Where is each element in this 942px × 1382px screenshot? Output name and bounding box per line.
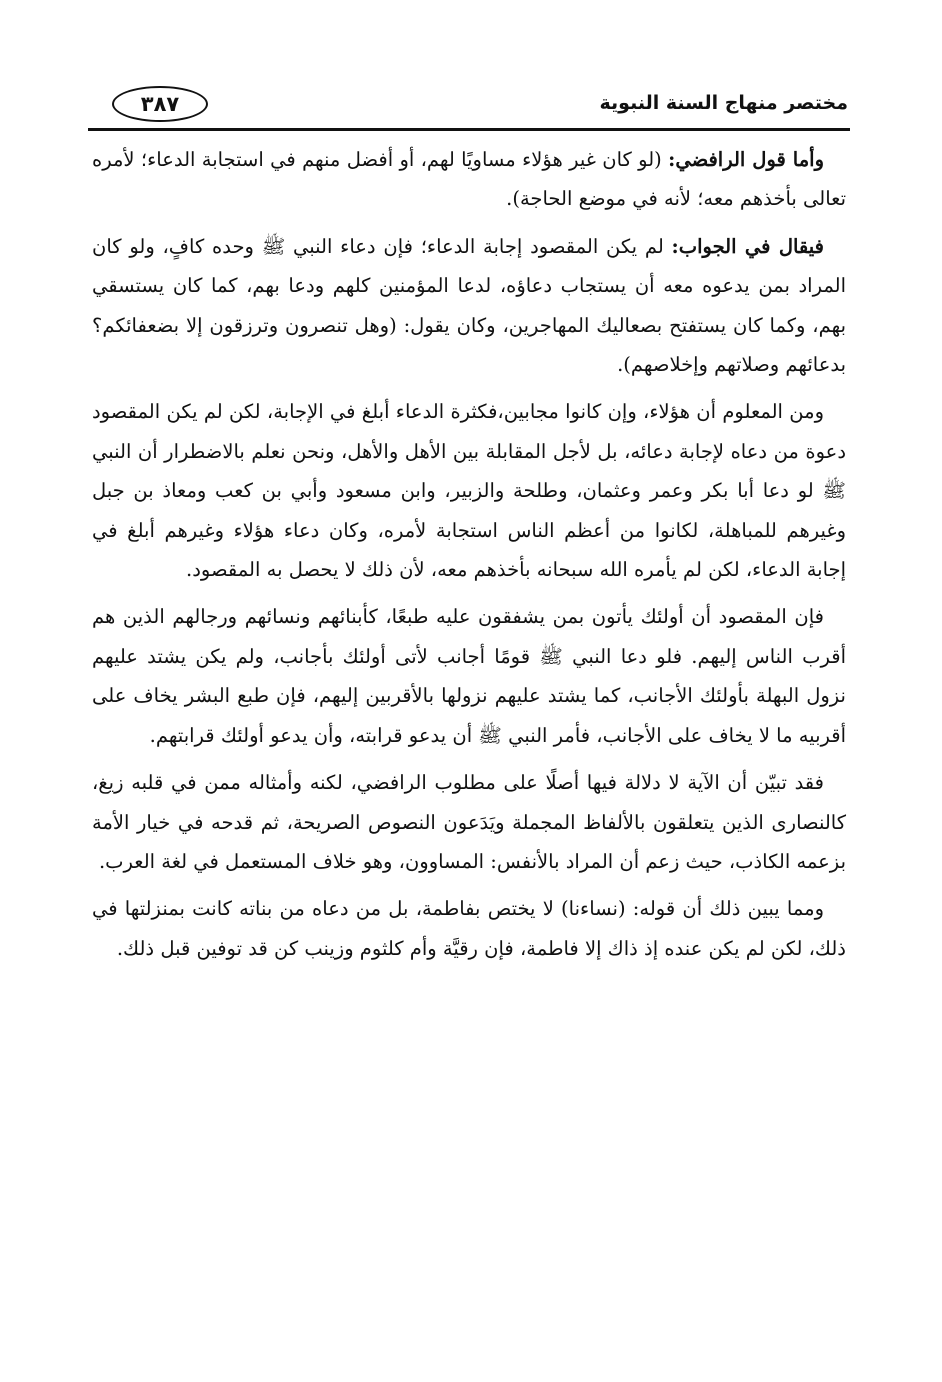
paragraph-text: (لو كان غير هؤلاء مساويًا لهم، أو أفضل منهم في استجابة الدعاء؛ لأمره تعالى بأخذهم معه؛ لأنه في موضع الحاجة).: [92, 148, 846, 211]
paragraph-lead: وأما قول الرافضي:: [668, 148, 824, 171]
book-title: مختصر منهاج السنة النبوية: [599, 92, 848, 114]
paragraph-2: [92, 227, 846, 385]
paragraph-6: [92, 889, 846, 968]
paragraph-4: [92, 597, 846, 755]
paragraph-lead: فيقال في الجواب:: [671, 234, 824, 258]
paragraph-text: فإن المقصود أن أولئك يأتون بمن يشفقون عليه طبعًا، كأبنائهم ونسائهم ورجالهم الذين هم أقرب الناس إليهم. فلو دعا النبي ﷺ قومًا أجانب لأتى أولئك بأجانب، ولم يكن يشتد عليهم نزول البهلة بأولئك الأجانب، كما يشتد عليهم نزولها بالأقربين إليهم، فإن طبع البشر يخاف على أقربيه ما لا يخاف على الأجانب، فأمر النبي ﷺ أن يدعو قرابته، وأن يدعو أولئك قرابتهم.: [92, 605, 846, 747]
paragraph-text: لم يكن المقصود إجابة الدعاء؛ فإن دعاء النبي ﷺ وحده كافٍ، ولو كان المراد بمن يدعوه معه أن يستجاب دعاؤه، لدعا المؤمنين كلهم ودعا بهم، كما كان يستسقي بهم، وكما كان يستفتح بصعاليك المهاجرين، وكان يقول: (وهل تنصرون وترزقون إلا بضعفائكم؟ بدعائهم وصلاتهم وإخلاصهم).: [92, 234, 846, 377]
paragraph-5: [92, 763, 846, 881]
paragraph-text: فقد تبيّن أن الآية لا دلالة فيها أصلًا على مطلوب الرافضي، لكنه وأمثاله ممن في قلبه زيغ، كالنصارى الذين يتعلقون بالألفاظ المجملة ويَدَعون النصوص الصريحة، ثم قدحه في خيار الأمة بزعمه الكاذب، حيث زعم أن المراد بالأنفس: المساوون، وهو خلاف المستعمل في لغة العرب.: [92, 771, 846, 873]
page-number-badge: [112, 86, 208, 122]
text-body: [92, 140, 846, 976]
paragraph-1: [92, 140, 846, 219]
paragraph-text: ومن المعلوم أن هؤلاء، وإن كانوا مجابين،فكثرة الدعاء أبلغ في الإجابة، لكن لم يكن المقصود دعوة من دعاه لإجابة دعائه، بل لأجل المقابلة بين الأهل والأهل، ونحن نعلم بالاضطرار أن النبي ﷺ لو دعا أبا بكر وعمر وعثمان، وطلحة والزبير، وابن مسعود وأبي بن كعب ومعاذ بن جبل وغيرهم للمباهلة، لكانوا من أعظم الناس استجابة لأمره، وكان دعاء هؤلاء وغيرهم أبلغ في إجابة الدعاء، لكن لم يأمره الله سبحانه بأخذهم معه، لأن ذلك لا يحصل به المقصود.: [92, 400, 846, 582]
page-number: ٣٨٧: [140, 92, 180, 116]
paragraph-text: ومما يبين ذلك أن قوله: (نساءنا) لا يختص بفاطمة، بل من دعاه من بناته كانت بمنزلتها في ذلك، لكن لم يكن عنده إذ ذاك إلا فاطمة، فإن رقيَّة وأم كلثوم وزينب كن قد توفين قبل ذلك.: [92, 897, 846, 960]
page-header: [88, 78, 850, 128]
header-rule: [88, 128, 850, 131]
paragraph-3: [92, 392, 846, 589]
